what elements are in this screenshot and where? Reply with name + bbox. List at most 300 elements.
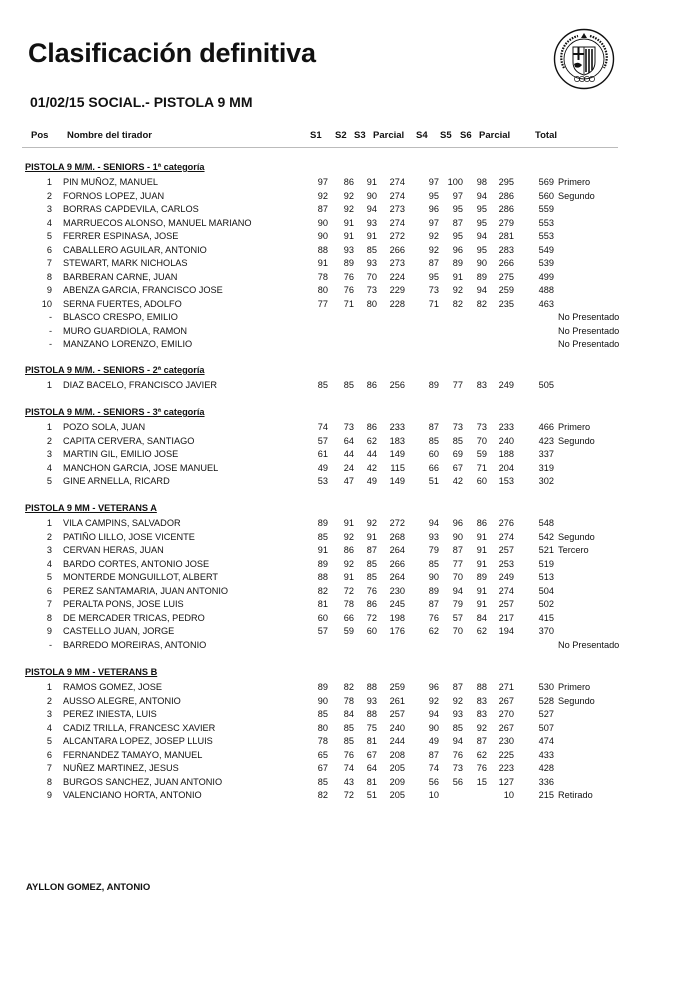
score-s3: 86 <box>366 599 377 609</box>
score-s5: 76 <box>452 749 463 760</box>
table-row <box>0 299 679 312</box>
score-s4: 96 <box>428 204 439 214</box>
score-s1: 85 <box>317 380 328 390</box>
row-pos: 8 <box>46 271 52 282</box>
table-row <box>0 312 679 325</box>
score-s1: 67 <box>317 763 328 773</box>
total-score: 513 <box>538 572 554 582</box>
row-pos: 7 <box>46 258 52 268</box>
partial-2: 253 <box>498 558 514 569</box>
score-s3: 49 <box>366 476 377 486</box>
row-pos: 2 <box>46 695 52 706</box>
partial-2: 127 <box>498 776 514 787</box>
score-s3: 85 <box>366 572 377 582</box>
score-s4: 92 <box>428 244 439 255</box>
header-divider <box>22 147 618 148</box>
score-s1: 91 <box>317 545 328 555</box>
partial-1: 256 <box>389 380 405 390</box>
score-s2: 91 <box>343 231 354 241</box>
header-s3: S3 <box>354 130 366 141</box>
partial-2: 10 <box>503 790 514 800</box>
remark: Segundo <box>558 190 595 201</box>
score-s4: 85 <box>428 435 439 446</box>
shooter-name: BLASCO CRESPO, EMILIO <box>63 312 178 322</box>
partial-1: 115 <box>390 462 405 473</box>
table-row <box>0 736 679 749</box>
score-s1: 85 <box>317 776 328 787</box>
shooter-name: MANCHON GARCIA, JOSE MANUEL <box>63 462 219 473</box>
score-s5: 85 <box>452 435 463 446</box>
score-s6: 83 <box>476 695 487 706</box>
shooter-name: BURGOS SANCHEZ, JUAN ANTONIO <box>63 776 223 787</box>
score-s3: 91 <box>366 177 377 187</box>
partial-2: 230 <box>498 736 514 746</box>
score-s6: 98 <box>476 177 487 187</box>
score-s2: 86 <box>343 545 354 555</box>
score-s6: 89 <box>476 572 487 582</box>
total-score: 504 <box>538 585 554 596</box>
score-s3: 93 <box>366 217 377 228</box>
score-s6: 82 <box>476 298 487 309</box>
score-s2: 92 <box>343 531 354 542</box>
score-s1: 90 <box>317 231 328 241</box>
score-s1: 82 <box>317 790 328 800</box>
score-s2: 72 <box>343 790 354 800</box>
partial-1: 274 <box>389 177 405 187</box>
score-s4: 92 <box>428 695 439 706</box>
total-score: 549 <box>538 244 554 255</box>
total-score: 337 <box>538 449 554 459</box>
score-s4: 60 <box>428 449 439 459</box>
score-s1: 88 <box>317 572 328 582</box>
row-pos: 5 <box>46 572 52 582</box>
score-s1: 53 <box>317 476 328 486</box>
score-s3: 93 <box>366 695 377 706</box>
shooter-name: ABENZA GARCIA, FRANCISCO JOSE <box>63 285 223 295</box>
score-s4: 87 <box>428 749 439 760</box>
partial-2: 279 <box>498 217 514 228</box>
score-s4: 92 <box>428 231 439 241</box>
score-s5: 69 <box>452 449 463 459</box>
total-score: 336 <box>538 776 554 787</box>
table-row <box>0 572 679 585</box>
shooter-name: CASTELLO JUAN, JORGE <box>63 626 175 636</box>
score-s4: 94 <box>428 709 439 719</box>
partial-1: 240 <box>389 722 405 733</box>
table-row <box>0 709 679 722</box>
score-s1: 57 <box>317 435 328 446</box>
table-row <box>0 613 679 626</box>
score-s4: 97 <box>428 177 439 187</box>
score-s1: 80 <box>317 285 328 295</box>
score-s5: 42 <box>452 476 463 486</box>
score-s5: 77 <box>452 558 463 569</box>
partial-2: 204 <box>498 462 514 473</box>
score-s3: 75 <box>366 722 377 733</box>
page-title: Clasificación definitiva <box>28 38 316 68</box>
row-pos: - <box>48 325 52 336</box>
row-pos: 1 <box>46 177 52 187</box>
partial-1: 264 <box>389 545 405 555</box>
score-s3: 88 <box>366 709 377 719</box>
row-pos: 1 <box>46 682 52 692</box>
club-seal-icon <box>553 28 615 90</box>
remark: No Presentado <box>558 639 620 650</box>
score-s6: 91 <box>476 599 487 609</box>
partial-2: 267 <box>498 695 514 706</box>
score-s2: 24 <box>343 462 354 473</box>
score-s4: 79 <box>428 545 439 555</box>
score-s3: 86 <box>366 422 377 432</box>
row-pos: 3 <box>46 204 52 214</box>
row-pos: 6 <box>46 749 52 760</box>
score-s2: 74 <box>343 763 354 773</box>
header-s4: S4 <box>416 130 428 141</box>
table-row <box>0 177 679 190</box>
total-score: 507 <box>538 722 554 733</box>
partial-2: 225 <box>498 749 514 760</box>
row-pos: - <box>48 312 52 322</box>
total-score: 415 <box>538 612 554 623</box>
score-s5: 57 <box>452 612 463 623</box>
partial-1: 259 <box>389 682 405 692</box>
table-row <box>0 790 679 803</box>
score-s2: 92 <box>343 558 354 569</box>
score-s4: 89 <box>428 585 439 596</box>
score-s4: 10 <box>428 790 439 800</box>
partial-1: 233 <box>389 422 405 432</box>
score-s2: 92 <box>343 204 354 214</box>
score-s6: 94 <box>476 231 487 241</box>
partial-2: 275 <box>498 271 514 282</box>
row-pos: 7 <box>46 599 52 609</box>
partial-1: 208 <box>389 749 405 760</box>
section-title: PISTOLA 9 M/M. - SENIORS - 2ª categoría <box>25 365 205 375</box>
score-s2: 44 <box>343 449 354 459</box>
score-s6: 70 <box>476 435 487 446</box>
total-score: 519 <box>538 558 554 569</box>
row-pos: 10 <box>41 298 52 309</box>
table-row <box>0 326 679 339</box>
shooter-name: FERRER ESPINASA, JOSE <box>63 231 179 241</box>
header-parcial-1: Parcial <box>373 130 405 141</box>
score-s2: 91 <box>343 518 354 528</box>
total-score: 560 <box>538 190 554 201</box>
partial-1: 266 <box>389 558 405 569</box>
score-s4: 62 <box>428 626 439 636</box>
score-s5: 87 <box>452 682 463 692</box>
score-s1: 90 <box>317 695 328 706</box>
score-s1: 82 <box>317 585 328 596</box>
partial-1: 273 <box>389 258 405 268</box>
partial-2: 257 <box>498 545 514 555</box>
score-s3: 92 <box>366 518 377 528</box>
score-s1: 90 <box>317 217 328 228</box>
score-s1: 85 <box>317 531 328 542</box>
shooter-name: PEREZ SANTAMARIA, JUAN ANTONIO <box>63 585 229 596</box>
shooter-name: PIN MUÑOZ, MANUEL <box>63 177 158 187</box>
total-score: 542 <box>538 531 554 542</box>
shooter-name: CADIZ TRILLA, FRANCESC XAVIER <box>63 722 216 733</box>
shooter-name: ALCANTARA LOPEZ, JOSEP LLUIS <box>63 736 213 746</box>
shooter-name: POZO SOLA, JUAN <box>63 422 146 432</box>
score-s5: 89 <box>452 258 463 268</box>
score-s2: 89 <box>343 258 354 268</box>
section-title: PISTOLA 9 M/M. - SENIORS - 3ª categoría <box>25 407 205 417</box>
total-score: 370 <box>538 626 554 636</box>
row-pos: 1 <box>46 380 52 390</box>
partial-1: 244 <box>389 736 405 746</box>
score-s5: 70 <box>452 572 463 582</box>
score-s6: 62 <box>476 749 487 760</box>
partial-1: 274 <box>389 217 405 228</box>
score-s4: 97 <box>428 217 439 228</box>
shooter-name: FORNOS LOPEZ, JUAN <box>63 190 165 201</box>
score-s5: 90 <box>452 531 463 542</box>
total-score: 553 <box>538 231 554 241</box>
partial-2: 259 <box>498 285 514 295</box>
row-pos: 2 <box>46 190 52 201</box>
score-s6: 87 <box>476 736 487 746</box>
score-s2: 76 <box>343 749 354 760</box>
table-row <box>0 723 679 736</box>
section-title: PISTOLA 9 MM - VETERANS B <box>25 667 158 677</box>
score-s1: 92 <box>317 190 328 201</box>
partial-2: 281 <box>498 231 514 241</box>
row-pos: 4 <box>46 558 52 569</box>
score-s6: 95 <box>476 244 487 255</box>
partial-2: 194 <box>498 626 514 636</box>
total-score: 548 <box>538 518 554 528</box>
partial-2: 249 <box>498 380 514 390</box>
score-s3: 93 <box>366 258 377 268</box>
score-s4: 87 <box>428 258 439 268</box>
header-s2: S2 <box>335 130 347 141</box>
score-s5: 92 <box>452 285 463 295</box>
score-s2: 82 <box>343 682 354 692</box>
remark: No Presentado <box>558 325 620 336</box>
partial-2: 217 <box>498 612 514 623</box>
score-s2: 93 <box>343 244 354 255</box>
score-s3: 90 <box>366 190 377 201</box>
row-pos: - <box>48 639 52 650</box>
footer-name: AYLLON GOMEZ, ANTONIO <box>26 882 151 893</box>
shooter-name: PEREZ INIESTA, LUIS <box>63 709 157 719</box>
partial-1: 228 <box>389 298 405 309</box>
table-row <box>0 258 679 271</box>
score-s3: 85 <box>366 558 377 569</box>
total-score: 569 <box>538 177 554 187</box>
table-row <box>0 532 679 545</box>
score-s4: 85 <box>428 558 439 569</box>
row-pos: 2 <box>46 531 52 542</box>
score-s1: 87 <box>317 204 328 214</box>
remark: No Presentado <box>558 339 620 349</box>
score-s5: 67 <box>452 462 463 473</box>
score-s1: 60 <box>317 612 328 623</box>
score-s2: 91 <box>343 217 354 228</box>
score-s1: 81 <box>317 599 328 609</box>
total-score: 433 <box>538 749 554 760</box>
shooter-name: CAPITA CERVERA, SANTIAGO <box>63 435 195 446</box>
score-s6: 90 <box>476 258 487 268</box>
table-row <box>0 682 679 695</box>
remark: Retirado <box>558 790 593 800</box>
score-s5: 77 <box>452 380 463 390</box>
score-s3: 94 <box>366 204 377 214</box>
score-s5: 97 <box>452 190 463 201</box>
score-s1: 77 <box>317 298 328 309</box>
shooter-name: MARTIN GIL, EMILIO JOSE <box>63 449 179 459</box>
score-s6: 71 <box>476 462 487 473</box>
score-s6: 83 <box>476 709 487 719</box>
shooter-name: GINE ARNELLA, RICARD <box>63 476 170 486</box>
partial-1: 274 <box>389 190 405 201</box>
partial-2: 270 <box>498 709 514 719</box>
score-s2: 85 <box>343 736 354 746</box>
score-s5: 91 <box>452 271 463 282</box>
partial-2: 276 <box>498 518 514 528</box>
shooter-name: DIAZ BACELO, FRANCISCO JAVIER <box>63 380 218 390</box>
score-s4: 95 <box>428 271 439 282</box>
remark: Segundo <box>558 435 595 446</box>
total-score: 499 <box>538 271 554 282</box>
partial-2: 188 <box>498 449 514 459</box>
partial-2: 267 <box>498 722 514 733</box>
header-s1: S1 <box>310 130 322 141</box>
score-s2: 72 <box>343 585 354 596</box>
row-pos: 5 <box>46 476 52 486</box>
shooter-name: CABALLERO AGUILAR, ANTONIO <box>63 244 207 255</box>
partial-1: 149 <box>389 449 405 459</box>
table-row <box>0 436 679 449</box>
score-s4: 71 <box>428 298 439 309</box>
total-score: 553 <box>538 217 554 228</box>
score-s4: 87 <box>428 422 439 432</box>
partial-1: 229 <box>389 285 405 295</box>
score-s3: 86 <box>366 380 377 390</box>
partial-1: 268 <box>389 531 405 542</box>
partial-1: 264 <box>389 572 405 582</box>
score-s5: 85 <box>452 722 463 733</box>
total-score: 423 <box>538 435 554 446</box>
partial-1: 205 <box>389 790 405 800</box>
total-score: 502 <box>538 599 554 609</box>
score-s1: 91 <box>317 258 328 268</box>
shooter-name: BARREDO MOREIRAS, ANTONIO <box>63 639 207 650</box>
row-pos: 4 <box>46 217 52 228</box>
partial-1: 272 <box>389 231 405 241</box>
score-s1: 74 <box>317 422 328 432</box>
table-row <box>0 191 679 204</box>
remark: No Presentado <box>558 312 620 322</box>
score-s2: 64 <box>343 435 354 446</box>
table-row <box>0 559 679 572</box>
partial-1: 230 <box>389 585 405 596</box>
score-s3: 73 <box>366 285 377 295</box>
row-pos: 6 <box>46 585 52 596</box>
score-s1: 65 <box>317 749 328 760</box>
table-row <box>0 245 679 258</box>
table-row <box>0 545 679 558</box>
score-s4: 76 <box>428 612 439 623</box>
score-s4: 90 <box>428 572 439 582</box>
row-pos: 6 <box>46 244 52 255</box>
score-s6: 15 <box>476 776 487 787</box>
total-score: 528 <box>538 695 554 706</box>
partial-1: 245 <box>389 599 405 609</box>
score-s2: 86 <box>343 177 354 187</box>
shooter-name: SERNA FUERTES, ADOLFO <box>63 298 182 309</box>
shooter-name: MANZANO LORENZO, EMILIO <box>63 339 193 349</box>
table-row <box>0 449 679 462</box>
score-s6: 86 <box>476 518 487 528</box>
score-s3: 76 <box>366 585 377 596</box>
score-s5: 70 <box>452 626 463 636</box>
partial-2: 274 <box>498 531 514 542</box>
table-row <box>0 204 679 217</box>
shooter-name: BARBERAN CARNE, JUAN <box>63 271 178 282</box>
total-score: 302 <box>538 476 554 486</box>
score-s2: 66 <box>343 612 354 623</box>
partial-2: 223 <box>498 763 514 773</box>
score-s2: 91 <box>343 572 354 582</box>
table-row <box>0 640 679 653</box>
score-s3: 64 <box>366 763 377 773</box>
shooter-name: NUÑEZ MARTINEZ, JESUS <box>63 763 179 773</box>
header-s5: S5 <box>440 130 452 141</box>
remark: Segundo <box>558 531 595 542</box>
partial-2: 286 <box>498 190 514 201</box>
score-s4: 89 <box>428 380 439 390</box>
partial-2: 295 <box>498 177 514 187</box>
score-s3: 81 <box>366 776 377 787</box>
row-pos: 2 <box>46 435 52 446</box>
score-s6: 92 <box>476 722 487 733</box>
total-score: 505 <box>538 380 554 390</box>
score-s1: 49 <box>317 462 328 473</box>
score-s2: 71 <box>343 298 354 309</box>
row-pos: 9 <box>46 790 52 800</box>
score-s3: 62 <box>366 435 377 446</box>
score-s5: 56 <box>452 776 463 787</box>
shooter-name: MARRUECOS ALONSO, MANUEL MARIANO <box>63 217 252 228</box>
score-s4: 93 <box>428 531 439 542</box>
score-s3: 70 <box>366 271 377 282</box>
shooter-name: BORRAS CAPDEVILA, CARLOS <box>63 204 199 214</box>
table-row <box>0 339 679 352</box>
total-score: 488 <box>538 285 554 295</box>
score-s6: 73 <box>476 422 487 432</box>
table-row <box>0 218 679 231</box>
total-score: 521 <box>538 545 554 555</box>
score-s4: 56 <box>428 776 439 787</box>
score-s3: 91 <box>366 231 377 241</box>
partial-2: 286 <box>498 204 514 214</box>
score-s6: 95 <box>476 217 487 228</box>
partial-1: 261 <box>389 695 405 706</box>
total-score: 319 <box>538 462 554 473</box>
row-pos: 8 <box>46 776 52 787</box>
table-row <box>0 380 679 393</box>
score-s5: 79 <box>452 599 463 609</box>
shooter-name: CERVAN HERAS, JUAN <box>63 545 164 555</box>
score-s5: 82 <box>452 298 463 309</box>
row-pos: 7 <box>46 763 52 773</box>
row-pos: 1 <box>46 422 52 432</box>
row-pos: 5 <box>46 231 52 241</box>
score-s3: 80 <box>366 298 377 309</box>
